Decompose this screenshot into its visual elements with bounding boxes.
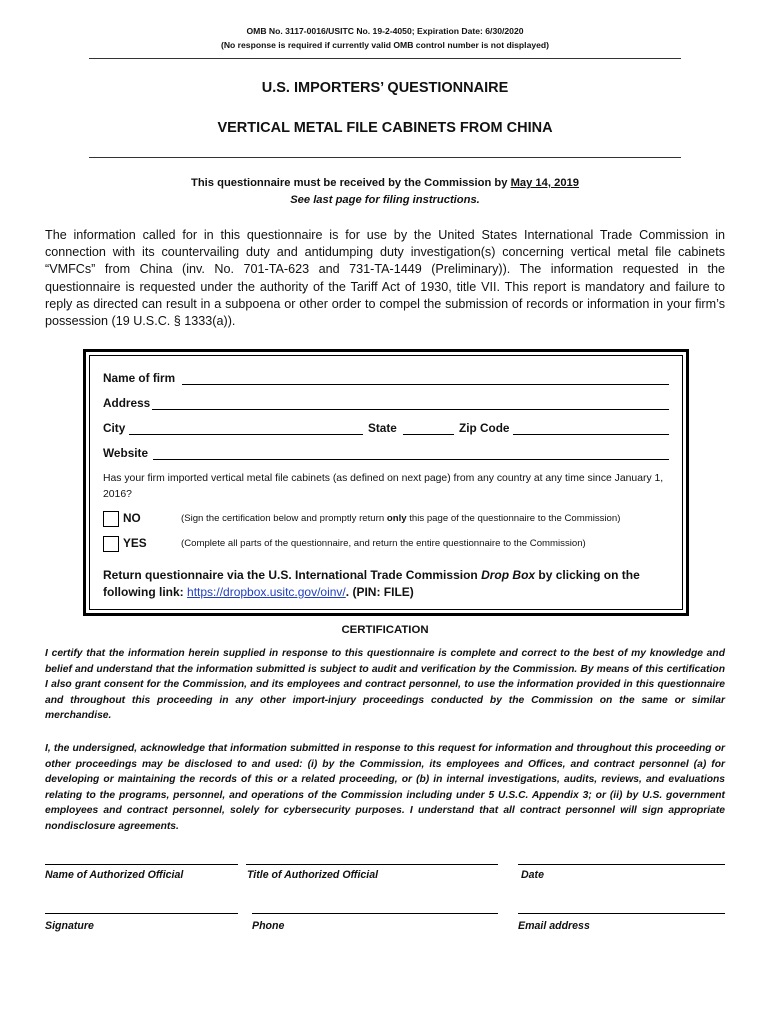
certification-paragraph-2: I, the undersigned, acknowledge that information submitted in response to this request for information and throughout this proceeding or other proceedings may be disclosed to and used: (i) by the Commission, its employees and Offices, and contract personnel (a) for developing or maintaining the records of this or a related proceeding, or (b) in internal investigations, audits, reviews, and evaluations relating to the programs, personnel, and operations of the Commission including under 5 U.S.C. Appendix 3; or (ii) by U.S. government employees and contract personnel, solely for cybersecurity purposes. I understand that all contract personnel will sign appropriate nondisclosure agreements. xyxy=(45,743,725,832)
import-question: Has your firm imported vertical metal file cabinets (as defined on next page) from any country at any time since January 1, 2016? xyxy=(103,473,664,500)
return-colon: : xyxy=(179,585,188,599)
yes-checkbox[interactable] xyxy=(103,536,119,552)
address-field[interactable] xyxy=(152,409,669,410)
omb-number-line: OMB No. 3117-0016/USITC No. 19-2-4050; Expiration Date: 6/30/2020 xyxy=(246,26,524,36)
omb-notice-line: (No response is required if currently valid OMB control number is not displayed) xyxy=(220,40,550,50)
firm-name-label: Name of firm xyxy=(103,371,176,385)
no-instruction xyxy=(181,513,620,524)
return-text-end: by clicking on the following link xyxy=(103,568,640,599)
pin-text: . (PIN: FILE) xyxy=(345,585,414,599)
phone-label: Phone xyxy=(252,920,285,932)
address-label: Address xyxy=(103,396,151,410)
no-label: NO xyxy=(123,511,141,525)
return-instructions xyxy=(103,567,678,601)
firm-name-field[interactable] xyxy=(182,384,669,385)
intro-paragraph: The information called for in this questionnaire is for use by the United States International Trade Commission in connection with its countervailing duty and antidumping duty investigation(s) concerning vertical metal file cabinets “VMFCs” from China (inv. No. 701-TA-623 and 731-TA-1449 (Preliminary)). The information requested in the questionnaire is requested under the authority of the Tariff Act of 1930, title VII. This report is mandatory and failure to reply as directed can result in a subpoena or other order to compel the submission of records or information in your firm’s possession (19 U.S.C. § 1333(a)). xyxy=(45,228,725,329)
city-label: City xyxy=(103,421,126,435)
deadline-text: This questionnaire must be received by the Commission by xyxy=(191,177,511,189)
signature-label: Signature xyxy=(45,920,94,932)
deadline-date: May 14, 2019 xyxy=(510,177,579,189)
official-name-label: Name of Authorized Official xyxy=(45,869,184,881)
website-label: Website xyxy=(103,446,149,460)
yes-instruction: (Complete all parts of the questionnaire, and return the entire questionnaire to the Commission) xyxy=(181,538,586,549)
certification-heading: CERTIFICATION xyxy=(341,624,429,636)
no-note-emphasis: only xyxy=(386,513,407,524)
no-note-text-end: this page of the questionnaire to the Commission) xyxy=(406,513,621,524)
phone-field[interactable] xyxy=(252,913,498,914)
dropbox-link[interactable]: https://dropbox.usitc.gov/oinv/ xyxy=(187,585,346,599)
no-checkbox[interactable] xyxy=(103,511,119,527)
signature-field[interactable] xyxy=(45,913,238,914)
deadline-line xyxy=(0,177,770,189)
zip-code-label: Zip Code xyxy=(459,421,510,435)
official-title-label: Title of Authorized Official xyxy=(247,869,379,881)
website-field[interactable] xyxy=(153,459,669,460)
filing-instructions-note: See last page for filing instructions. xyxy=(290,194,480,206)
email-field[interactable] xyxy=(518,913,725,914)
questionnaire-title: U.S. IMPORTERS’ QUESTIONNAIRE xyxy=(261,80,509,96)
date-label: Date xyxy=(521,869,544,881)
email-label: Email address xyxy=(518,920,590,932)
drop-box-text: Drop Box xyxy=(481,568,536,582)
yes-label: YES xyxy=(123,536,147,550)
official-title-field[interactable] xyxy=(246,864,498,865)
certification-paragraph-1: I certify that the information herein supplied in response to this questionnaire is complete and correct to the best of my knowledge and belief and understand that the information submitted is subject to audit and verification by the Commission. By means of this certification I also grant consent for the Commission, and its employees and contract personnel, to use the information provided in this questionnaire and throughout this proceeding in any other import-injury proceedings conducted by the Commission on the same or similar merchandise. xyxy=(45,648,725,722)
no-note-text: (Sign the certification below and promptly return xyxy=(181,513,387,524)
official-name-field[interactable] xyxy=(45,864,238,865)
title-divider xyxy=(89,157,681,158)
state-label: State xyxy=(368,421,397,435)
date-field[interactable] xyxy=(518,864,725,865)
state-field[interactable] xyxy=(403,434,454,435)
header-divider xyxy=(89,58,681,59)
investigation-title: VERTICAL METAL FILE CABINETS FROM CHINA xyxy=(217,120,553,136)
zip-code-field[interactable] xyxy=(513,434,669,435)
return-text: Return questionnaire via the U.S. International Trade Commission xyxy=(103,568,482,582)
city-field[interactable] xyxy=(129,434,363,435)
